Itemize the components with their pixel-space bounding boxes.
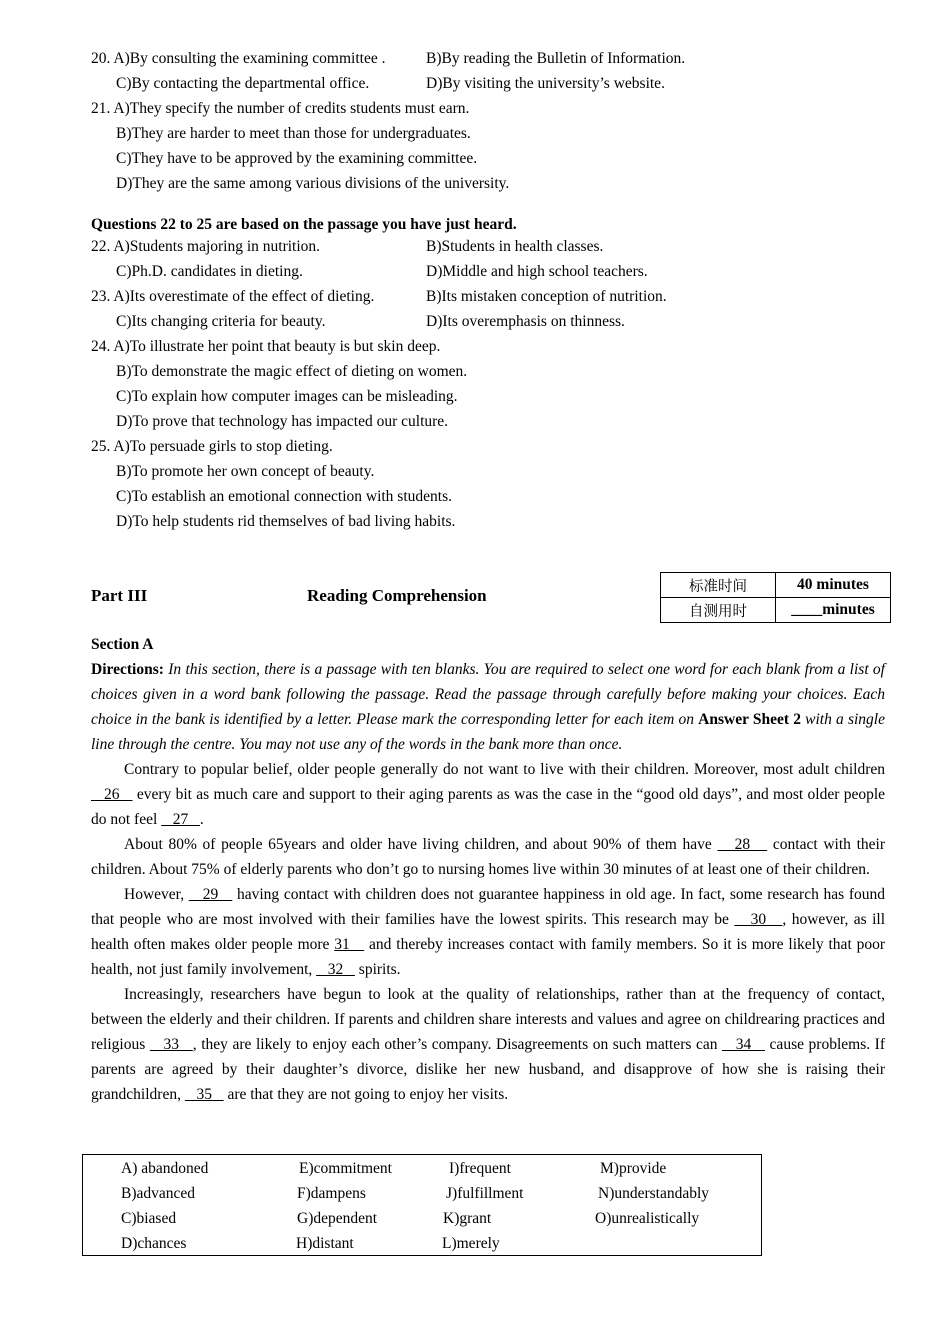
- passage-text: However,: [124, 886, 189, 903]
- passage-text: , they are likely to enjoy each other’s company. Disagreements on such matters can: [192, 1036, 723, 1053]
- section-title: Section A: [91, 636, 154, 653]
- q25-option-c: C)To establish an emotional connection with students.: [116, 488, 452, 505]
- answer-sheet-label: Answer Sheet 2: [698, 711, 801, 728]
- word-bank-item: A) abandoned: [121, 1160, 209, 1177]
- blank-26: 26: [91, 786, 133, 803]
- blank-35: 35: [184, 1086, 224, 1103]
- self-test-time-unit: minutes: [822, 601, 875, 618]
- word-bank-item: K)grant: [443, 1210, 492, 1227]
- passage-heading: Questions 22 to 25 are based on the passage you have just heard.: [91, 216, 517, 233]
- q20-option-b: B)By reading the Bulletin of Information.: [426, 50, 686, 67]
- passage-text: and thereby increases contact with family members. So it is more likely that poor health, not just family involvement,: [91, 936, 885, 978]
- self-test-time-label: 自测用时: [661, 598, 776, 623]
- blank-33: 33: [149, 1036, 193, 1053]
- q22-option-c: C)Ph.D. candidates in dieting.: [116, 263, 303, 280]
- passage-text: spirits.: [354, 961, 401, 978]
- blank-27: 27: [161, 811, 200, 828]
- q23-option-d: D)Its overemphasis on thinness.: [426, 313, 625, 330]
- q25-option-b: B)To promote her own concept of beauty.: [116, 463, 375, 480]
- q21-option-c: C)They have to be approved by the examining committee.: [116, 150, 478, 167]
- word-bank-item: F)dampens: [297, 1185, 366, 1202]
- q25-option-d: D)To help students rid themselves of bad living habits.: [116, 513, 456, 530]
- directions: [91, 657, 885, 757]
- passage-paragraph-2: [91, 832, 885, 882]
- standard-time-value: 40 minutes: [776, 573, 891, 598]
- word-bank-item: N)understandably: [598, 1185, 710, 1202]
- word-bank-item: C)biased: [121, 1210, 177, 1227]
- word-bank-item: M)provide: [600, 1160, 667, 1177]
- passage-text: are that they are not going to enjoy her visits.: [223, 1086, 509, 1103]
- blank-32: 32: [316, 961, 355, 978]
- q23-option-a: 23. A)Its overestimate of the effect of dieting.: [91, 288, 375, 305]
- passage-paragraph-1: [91, 757, 885, 832]
- q23-option-b: B)Its mistaken conception of nutrition.: [426, 288, 667, 305]
- passage-paragraph-3: [91, 882, 885, 982]
- q24-option-d: D)To prove that technology has impacted our culture.: [116, 413, 449, 430]
- q23-option-c: C)Its changing criteria for beauty.: [116, 313, 326, 330]
- directions-text-1: In this section, there is a passage with ten blanks. You are required to select one word for each blank from a list of choices given in a word bank following the passage. Read the passage through carefully before making your choices. Each choice in the bank is identified by a letter. Please mark the corresponding letter for each item on: [91, 661, 885, 728]
- passage-text: every bit as much care and support to their aging parents as was the case in the “good old days”, and most older people do not feel: [91, 786, 886, 828]
- blank-31: 31: [334, 936, 365, 953]
- passage-paragraph-4: [91, 982, 885, 1107]
- part-label: Part III: [91, 586, 148, 605]
- word-bank-item: O)unrealistically: [595, 1210, 700, 1227]
- word-bank-item: G)dependent: [297, 1210, 378, 1227]
- q22-option-b: B)Students in health classes.: [426, 238, 604, 255]
- q20-option-d: D)By visiting the university’s website.: [426, 75, 665, 92]
- passage-text: , however, as ill health often makes older people more: [91, 911, 886, 953]
- blank-29: 29: [188, 886, 233, 903]
- time-table: [660, 572, 891, 623]
- passage-text: cause problems. If parents are agreed by their daughter’s divorce, dislike her new husband, and disapprove of how she is raising their grandchildren,: [91, 1036, 886, 1103]
- passage-text: .: [199, 811, 204, 828]
- word-bank-item: J)fulfillment: [446, 1185, 524, 1202]
- q21-option-b: B)They are harder to meet than those for undergraduates.: [116, 125, 471, 142]
- q24-option-a: 24. A)To illustrate her point that beauty is but skin deep.: [91, 338, 441, 355]
- passage-text: About 80% of people 65years and older have living children, and about 90% of them have: [124, 836, 718, 853]
- word-bank-item: B)advanced: [121, 1185, 196, 1202]
- passage-text: contact with their children. About 75% of elderly parents who don’t go to nursing homes live within 30 minutes of at least one of their children.: [91, 836, 886, 878]
- self-test-time-blank: ____: [791, 601, 823, 618]
- q20-option-a: 20. A)By consulting the examining committee .: [91, 50, 386, 67]
- q21-option-d: D)They are the same among various divisions of the university.: [116, 175, 510, 192]
- reading-passage: [91, 757, 885, 1107]
- word-bank-item: H)distant: [296, 1235, 354, 1252]
- part-title: Reading Comprehension: [307, 586, 487, 605]
- word-bank: [82, 1154, 762, 1256]
- word-bank-item: I)frequent: [449, 1160, 511, 1177]
- q24-option-c: C)To explain how computer images can be misleading.: [116, 388, 458, 405]
- passage-text: having contact with children does not guarantee happiness in old age. In fact, some research has found that people who are most involved with their families have the lowest spirits. This research may be: [91, 886, 886, 928]
- word-bank-item: L)merely: [442, 1235, 500, 1252]
- blank-28: 28: [717, 836, 768, 853]
- q21-option-a: 21. A)They specify the number of credits students must earn.: [91, 100, 470, 117]
- word-bank-item: D)chances: [121, 1235, 187, 1252]
- blank-30: 30: [734, 911, 783, 928]
- word-bank-item: E)commitment: [299, 1160, 392, 1177]
- q25-option-a: 25. A)To persuade girls to stop dieting.: [91, 438, 333, 455]
- directions-label: Directions:: [91, 661, 164, 678]
- q22-option-a: 22. A)Students majoring in nutrition.: [91, 238, 321, 255]
- self-test-time-value: [776, 598, 891, 623]
- standard-time-label: 标准时间: [661, 573, 776, 598]
- blank-34: 34: [722, 1036, 765, 1053]
- directions-text-2: with a single line through the centre. You may not use any of the words in the bank more than once.: [91, 711, 885, 753]
- q20-option-c: C)By contacting the departmental office.: [116, 75, 370, 92]
- passage-text: Contrary to popular belief, older people generally do not want to live with their children. Moreover, most adult children: [124, 761, 885, 778]
- passage-text: Increasingly, researchers have begun to look at the quality of relationships, rather than at the frequency of contact, between the elderly and their children. If parents and children share interests and values and agree on childrearing practices and religious: [91, 986, 885, 1053]
- q22-option-d: D)Middle and high school teachers.: [426, 263, 648, 280]
- q24-option-b: B)To demonstrate the magic effect of dieting on women.: [116, 363, 468, 380]
